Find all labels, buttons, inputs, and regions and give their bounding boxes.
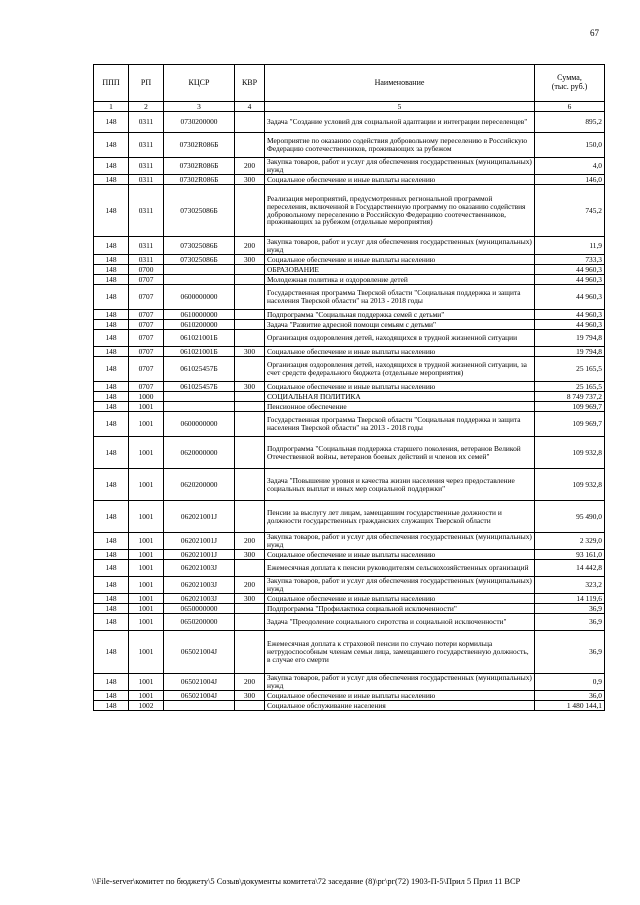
cell-ppp: 148 [94, 402, 129, 412]
table-row [94, 392, 605, 402]
cell-kvr [235, 614, 265, 631]
table-row [94, 158, 605, 175]
cell-kcsr: 0650200000 [164, 614, 235, 631]
cell-name: Подпрограмма "Социальная поддержка старшего поколения, ветеранов Великой Отечественной войны, ветеранов боевых действий и членов их семей" [265, 437, 535, 469]
table-row [94, 437, 605, 469]
cell-name: Ежемесячная доплата к пенсии руководителям сельскохозяйственных организаций [265, 560, 535, 577]
cell-ppp: 148 [94, 237, 129, 255]
cell-name: Задача "Развитие адресной помощи семьям с детьми" [265, 320, 535, 330]
cell-sum: 93 161,0 [535, 550, 605, 560]
cell-rp: 0707 [129, 310, 164, 320]
cell-rp: 1001 [129, 560, 164, 577]
cell-rp: 0707 [129, 347, 164, 357]
cell-sum: 8 749 737,2 [535, 392, 605, 402]
cell-name: Задача "Создание условий для социальной адаптации и интеграции переселенцев" [265, 112, 535, 133]
cell-name: СОЦИАЛЬНАЯ ПОЛИТИКА [265, 392, 535, 402]
cell-name: Социальное обеспечение и иные выплаты населению [265, 691, 535, 701]
cell-kvr: 300 [235, 691, 265, 701]
cell-kcsr: 065021004J [164, 691, 235, 701]
cell-rp: 1002 [129, 701, 164, 711]
table-row [94, 402, 605, 412]
cell-name: Молодежная политика и оздоровление детей [265, 275, 535, 285]
table-row [94, 631, 605, 674]
cell-name: Подпрограмма "Социальная поддержка семей с детьми" [265, 310, 535, 320]
cell-sum: 14 119,6 [535, 594, 605, 604]
header-number: 1 [94, 102, 129, 112]
cell-kvr: 200 [235, 533, 265, 550]
cell-rp: 1001 [129, 437, 164, 469]
cell-name: Социальное обеспечение и иные выплаты населению [265, 255, 535, 265]
cell-name: Закупка товаров, работ и услуг для обеспечения государственных (муниципальных) нужд [265, 533, 535, 550]
cell-sum: 36,9 [535, 614, 605, 631]
table-row [94, 533, 605, 550]
cell-sum: 745,2 [535, 185, 605, 237]
table-row [94, 604, 605, 614]
cell-sum: 44 960,3 [535, 275, 605, 285]
header-kcsr: КЦСР [164, 65, 235, 102]
header-number: 2 [129, 102, 164, 112]
cell-name: Пенсионное обеспечение [265, 402, 535, 412]
cell-rp: 1000 [129, 392, 164, 402]
cell-rp: 1001 [129, 469, 164, 501]
cell-ppp: 148 [94, 392, 129, 402]
cell-sum: 323,2 [535, 577, 605, 594]
table-row [94, 412, 605, 437]
cell-rp: 1001 [129, 412, 164, 437]
cell-name: Социальное обеспечение и иные выплаты населению [265, 347, 535, 357]
cell-kcsr: 07302R086Б [164, 175, 235, 185]
cell-kcsr: 0610200000 [164, 320, 235, 330]
cell-sum: 150,0 [535, 133, 605, 158]
cell-sum: 44 960,3 [535, 285, 605, 310]
cell-rp: 1001 [129, 402, 164, 412]
cell-sum: 733,3 [535, 255, 605, 265]
cell-kcsr: 0650000000 [164, 604, 235, 614]
cell-kvr: 200 [235, 158, 265, 175]
column-number-row [94, 102, 605, 112]
cell-sum: 109 969,7 [535, 412, 605, 437]
cell-sum: 44 960,3 [535, 310, 605, 320]
cell-sum: 44 960,3 [535, 265, 605, 275]
cell-sum: 19 794,8 [535, 347, 605, 357]
cell-name: Государственная программа Тверской области "Социальная поддержка и защита населения Тверской области" на 2013 - 2018 годы [265, 412, 535, 437]
column-header-row [94, 65, 605, 102]
cell-rp: 0707 [129, 330, 164, 347]
budget-table [93, 64, 605, 711]
cell-sum: 14 442,8 [535, 560, 605, 577]
cell-rp: 0311 [129, 175, 164, 185]
cell-rp: 1001 [129, 674, 164, 691]
cell-kcsr: 062021003J [164, 560, 235, 577]
table-row [94, 614, 605, 631]
cell-sum: 109 969,7 [535, 402, 605, 412]
table-row [94, 133, 605, 158]
cell-rp: 0311 [129, 237, 164, 255]
cell-kvr: 300 [235, 382, 265, 392]
cell-kcsr: 07302R086Б [164, 158, 235, 175]
cell-name: Ежемесячная доплата к страховой пенсии по случаю потери кормильца нетрудоспособным членам семьи лица, замещавшего государственную должность, в случае его смерти [265, 631, 535, 674]
cell-name: Задача "Преодоление социального сиротства и социальной исключенности" [265, 614, 535, 631]
header-number: 5 [265, 102, 535, 112]
cell-ppp: 148 [94, 501, 129, 533]
cell-sum: 36,0 [535, 691, 605, 701]
table-row [94, 320, 605, 330]
cell-kvr [235, 437, 265, 469]
cell-kvr [235, 701, 265, 711]
cell-rp: 1001 [129, 691, 164, 701]
cell-rp: 0311 [129, 158, 164, 175]
cell-name: Пенсии за выслугу лет лицам, замещавшим государственные должности и должности государственных гражданских служащих Тверской области [265, 501, 535, 533]
cell-kcsr: 062021001J [164, 501, 235, 533]
header-ppp: ППП [94, 65, 129, 102]
cell-kvr: 300 [235, 347, 265, 357]
cell-kcsr: 073025086Б [164, 237, 235, 255]
cell-rp: 0707 [129, 382, 164, 392]
cell-kvr [235, 310, 265, 320]
header-rp: РП [129, 65, 164, 102]
cell-rp: 0311 [129, 255, 164, 265]
cell-ppp: 148 [94, 347, 129, 357]
cell-kcsr: 0600000000 [164, 285, 235, 310]
cell-sum: 2 329,0 [535, 533, 605, 550]
cell-kcsr: 0730200000 [164, 112, 235, 133]
cell-name: Закупка товаров, работ и услуг для обеспечения государственных (муниципальных) нужд [265, 577, 535, 594]
header-number: 3 [164, 102, 235, 112]
cell-ppp: 148 [94, 594, 129, 604]
cell-sum: 1 480 144,1 [535, 701, 605, 711]
cell-ppp: 148 [94, 577, 129, 594]
cell-name: Мероприятие по оказанию содействия добровольному переселению в Российскую Федерацию соотечественников, проживающих за рубежом [265, 133, 535, 158]
cell-rp: 0700 [129, 265, 164, 275]
cell-ppp: 148 [94, 310, 129, 320]
cell-kvr [235, 330, 265, 347]
cell-sum: 36,9 [535, 631, 605, 674]
cell-kcsr: 062021001J [164, 550, 235, 560]
cell-ppp: 148 [94, 158, 129, 175]
table-row [94, 577, 605, 594]
table-row [94, 691, 605, 701]
table-row [94, 701, 605, 711]
cell-rp: 1001 [129, 631, 164, 674]
cell-name: Государственная программа Тверской области "Социальная поддержка и защита населения Тверской области" на 2013 - 2018 годы [265, 285, 535, 310]
cell-ppp: 148 [94, 265, 129, 275]
cell-kvr [235, 320, 265, 330]
cell-kcsr [164, 402, 235, 412]
table-row [94, 175, 605, 185]
header-name: Наименование [265, 65, 535, 102]
cell-kcsr: 065021004J [164, 674, 235, 691]
cell-kcsr: 061025457Б [164, 357, 235, 382]
cell-kvr [235, 412, 265, 437]
table-body [94, 112, 605, 711]
cell-ppp: 148 [94, 631, 129, 674]
cell-kcsr: 062021003J [164, 577, 235, 594]
cell-ppp: 148 [94, 614, 129, 631]
header-sum: Сумма, (тыс. руб.) [535, 65, 605, 102]
cell-rp: 1001 [129, 604, 164, 614]
cell-kvr [235, 501, 265, 533]
cell-ppp: 148 [94, 357, 129, 382]
page-number: 67 [590, 28, 599, 38]
cell-ppp: 148 [94, 691, 129, 701]
cell-kvr [235, 469, 265, 501]
table-row [94, 275, 605, 285]
cell-sum: 25 165,5 [535, 382, 605, 392]
cell-kvr [235, 392, 265, 402]
cell-name: Социальное обслуживание населения [265, 701, 535, 711]
cell-sum: 25 165,5 [535, 357, 605, 382]
table-row [94, 560, 605, 577]
cell-name: Задача "Повышение уровня и качества жизни населения через предоставление социальных выплат и иных мер социальной поддержки" [265, 469, 535, 501]
cell-ppp: 148 [94, 437, 129, 469]
cell-sum: 895,2 [535, 112, 605, 133]
cell-sum: 146,0 [535, 175, 605, 185]
table-row [94, 550, 605, 560]
cell-rp: 0707 [129, 285, 164, 310]
table-row [94, 310, 605, 320]
cell-rp: 0707 [129, 320, 164, 330]
cell-name: Социальное обеспечение и иные выплаты населению [265, 594, 535, 604]
cell-kvr: 200 [235, 237, 265, 255]
cell-ppp: 148 [94, 185, 129, 237]
cell-kcsr: 0620000000 [164, 437, 235, 469]
cell-ppp: 148 [94, 412, 129, 437]
cell-rp: 0311 [129, 133, 164, 158]
cell-kcsr: 061021001Б [164, 347, 235, 357]
footer-file-path: \\File-server\комитет по бюджету\5 Созыв\документы комитета\72 заседание (8)\рг\рг(72) 1903-П-5\Прил 5 Прил 11 ВСР [92, 877, 521, 886]
cell-ppp: 148 [94, 604, 129, 614]
cell-kvr [235, 112, 265, 133]
cell-ppp: 148 [94, 382, 129, 392]
cell-name: Реализация мероприятий, предусмотренных региональной программой переселения, включенной в Государственную программу по оказанию содействия добровольному переселению в Российскую Федерацию соотечественников, проживающих за рубежом (отдельные мероприятия) [265, 185, 535, 237]
cell-kvr: 300 [235, 255, 265, 265]
cell-name: Закупка товаров, работ и услуг для обеспечения государственных (муниципальных) нужд [265, 158, 535, 175]
cell-ppp: 148 [94, 275, 129, 285]
cell-rp: 0311 [129, 112, 164, 133]
cell-kvr [235, 275, 265, 285]
cell-kcsr [164, 275, 235, 285]
table-row [94, 255, 605, 265]
cell-name: Закупка товаров, работ и услуг для обеспечения государственных (муниципальных) нужд [265, 674, 535, 691]
cell-ppp: 148 [94, 112, 129, 133]
table-row [94, 185, 605, 237]
cell-name: Организация оздоровления детей, находящихся в трудной жизненной ситуации [265, 330, 535, 347]
cell-sum: 0,9 [535, 674, 605, 691]
cell-kvr: 300 [235, 175, 265, 185]
cell-ppp: 148 [94, 533, 129, 550]
table-row [94, 674, 605, 691]
cell-ppp: 148 [94, 550, 129, 560]
cell-kcsr: 062021001J [164, 533, 235, 550]
cell-kvr [235, 402, 265, 412]
cell-rp: 0707 [129, 275, 164, 285]
header-number: 6 [535, 102, 605, 112]
cell-rp: 0707 [129, 357, 164, 382]
cell-kvr: 200 [235, 577, 265, 594]
table-row [94, 347, 605, 357]
cell-kvr: 200 [235, 674, 265, 691]
cell-ppp: 148 [94, 285, 129, 310]
cell-kcsr: 073025086Б [164, 185, 235, 237]
cell-kvr [235, 185, 265, 237]
cell-ppp: 148 [94, 674, 129, 691]
cell-kvr [235, 631, 265, 674]
cell-kcsr: 073025086Б [164, 255, 235, 265]
cell-rp: 0311 [129, 185, 164, 237]
cell-kcsr [164, 701, 235, 711]
cell-name: Социальное обеспечение и иные выплаты населению [265, 175, 535, 185]
cell-rp: 1001 [129, 594, 164, 604]
table-row [94, 285, 605, 310]
cell-sum: 19 794,8 [535, 330, 605, 347]
cell-kcsr [164, 265, 235, 275]
cell-kcsr: 0610000000 [164, 310, 235, 320]
cell-kcsr: 0600000000 [164, 412, 235, 437]
cell-name: Социальное обеспечение и иные выплаты населению [265, 550, 535, 560]
cell-rp: 1001 [129, 501, 164, 533]
cell-kvr [235, 133, 265, 158]
cell-kcsr: 061021001Б [164, 330, 235, 347]
cell-name: Подпрограмма "Профилактика социальной исключенности" [265, 604, 535, 614]
table-row [94, 330, 605, 347]
cell-ppp: 148 [94, 175, 129, 185]
cell-name: Организация оздоровления детей, находящихся в трудной жизненной ситуации, за счет средств федерального бюджета (отдельные мероприятия) [265, 357, 535, 382]
cell-ppp: 148 [94, 560, 129, 577]
cell-ppp: 148 [94, 469, 129, 501]
cell-ppp: 148 [94, 133, 129, 158]
cell-sum: 36,9 [535, 604, 605, 614]
table-row [94, 501, 605, 533]
cell-sum: 4,0 [535, 158, 605, 175]
cell-rp: 1001 [129, 550, 164, 560]
cell-name: ОБРАЗОВАНИЕ [265, 265, 535, 275]
cell-kvr [235, 285, 265, 310]
table-row [94, 265, 605, 275]
cell-kvr [235, 265, 265, 275]
table-row [94, 594, 605, 604]
cell-kcsr: 062021003J [164, 594, 235, 604]
table-row [94, 382, 605, 392]
cell-kvr: 300 [235, 550, 265, 560]
cell-name: Закупка товаров, работ и услуг для обеспечения государственных (муниципальных) нужд [265, 237, 535, 255]
cell-rp: 1001 [129, 577, 164, 594]
cell-kcsr [164, 392, 235, 402]
cell-name: Социальное обеспечение и иные выплаты населению [265, 382, 535, 392]
cell-kcsr: 061025457Б [164, 382, 235, 392]
cell-kvr [235, 604, 265, 614]
cell-sum: 11,9 [535, 237, 605, 255]
table-row [94, 237, 605, 255]
table-row [94, 357, 605, 382]
cell-ppp: 148 [94, 701, 129, 711]
table-row [94, 469, 605, 501]
cell-sum: 109 932,8 [535, 437, 605, 469]
cell-kcsr: 065021004J [164, 631, 235, 674]
cell-kcsr: 07302R086Б [164, 133, 235, 158]
cell-kcsr: 0620200000 [164, 469, 235, 501]
cell-rp: 1001 [129, 533, 164, 550]
cell-ppp: 148 [94, 330, 129, 347]
cell-ppp: 148 [94, 320, 129, 330]
cell-sum: 109 932,8 [535, 469, 605, 501]
cell-kvr [235, 560, 265, 577]
cell-sum: 44 960,3 [535, 320, 605, 330]
cell-rp: 1001 [129, 614, 164, 631]
header-kvr: КВР [235, 65, 265, 102]
header-number: 4 [235, 102, 265, 112]
cell-ppp: 148 [94, 255, 129, 265]
cell-sum: 95 490,0 [535, 501, 605, 533]
cell-kvr [235, 357, 265, 382]
table-row [94, 112, 605, 133]
cell-kvr: 300 [235, 594, 265, 604]
